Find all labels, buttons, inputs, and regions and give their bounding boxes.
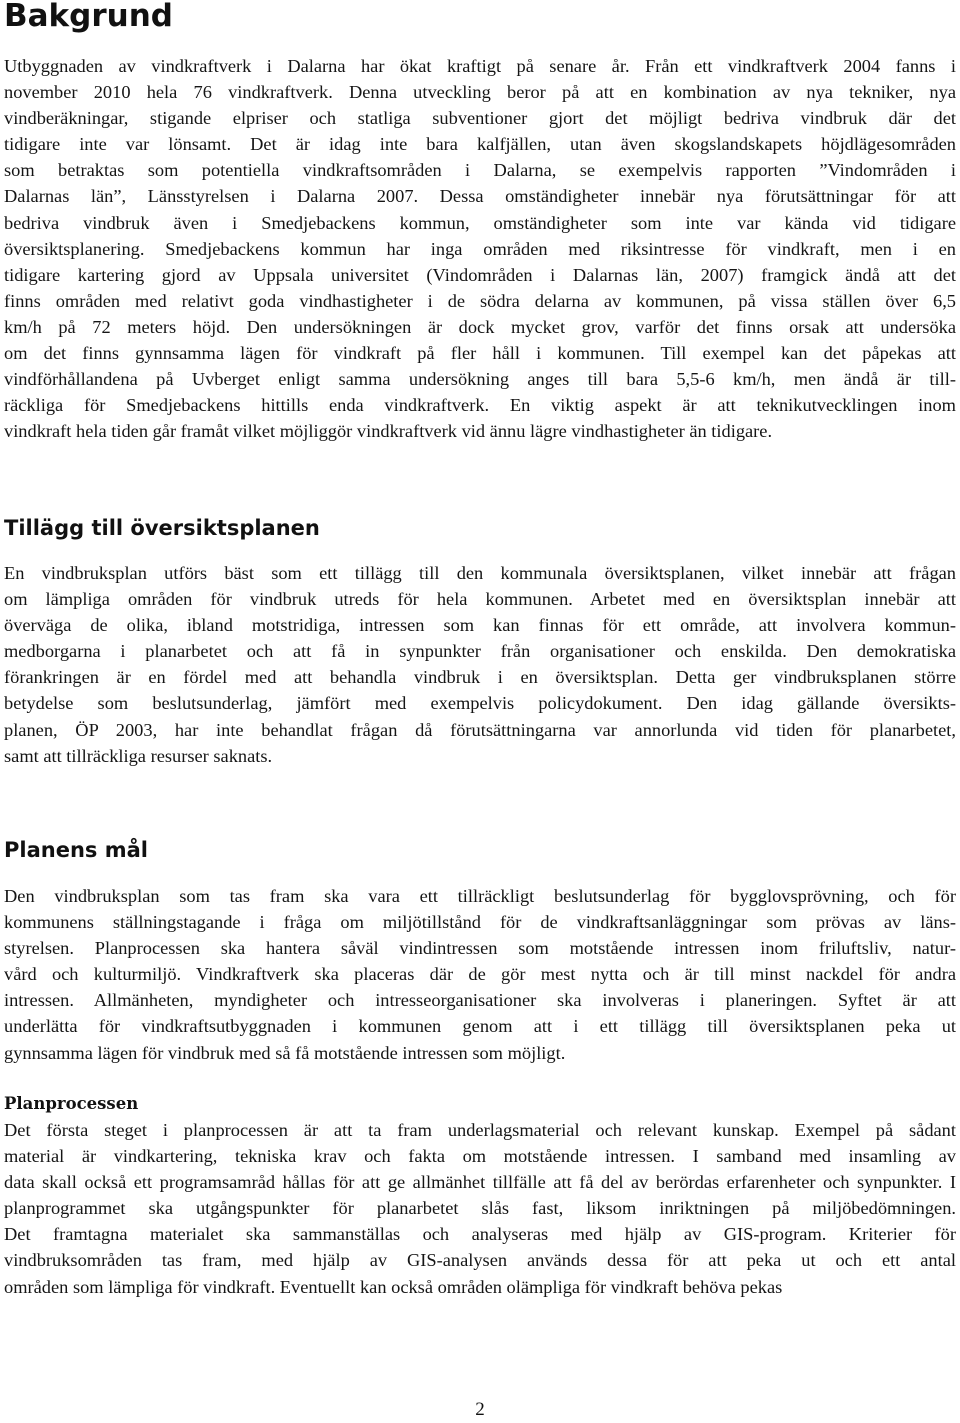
- text-line: gynnsamma lägen för vindbruk med så få motstående intressen som möjligt.: [4, 1042, 566, 1063]
- text-line: vindkraft hela tiden går framåt vilket möjliggör vindkraftverk vid ännu lägre vindhastigheter än tidigare.: [4, 421, 773, 442]
- text-line: En vindbruksplan utförs bäst som ett tillägg till den kommunala översiktsplanen, vilket innebär att frågan: [4, 563, 956, 583]
- text-line: underlätta för vindkraftsutbyggnaden i kommunen genom att i ett tillägg till översiktsplanen peka ut: [4, 1016, 956, 1037]
- text-line: Den vindbruksplan som tas fram ska vara ett tillräckligt beslutsunderlag för bygglovsprövning, och för: [4, 886, 956, 906]
- text-line: samt att tillräckliga resurser saknats.: [4, 745, 273, 766]
- text-line: räckliga för Smedjebackens hittills enda vindkraftverk. En viktig aspekt är att teknikutvecklingen inom: [4, 395, 956, 416]
- text-line: Dalarnas län”, Länsstyrelsen i Dalarna 2007. Dessa omständigheter innebär nya förutsättningar för att: [4, 186, 956, 207]
- text-line: vindbruksområden tas fram, med hjälp av GIS-analysen används dessa för att peka ut och ett antal: [4, 1250, 956, 1271]
- text-line: betydelse som beslutsunderlag, jämfört med exempelvis policydokument. Den idag gällande översikts-: [4, 693, 956, 714]
- text-line: material är vindkartering, tekniska krav och fakta om motstående intressen. I samband med insamling av: [4, 1146, 956, 1167]
- text-line: km/h på 72 meters höjd. Den undersökningen är dock mycket grov, varför det finns orsak att undersöka: [4, 316, 956, 337]
- text-line: områden som lämpliga för vindkraft. Eventuellt kan också områden olämpliga för vindkraft behöva pekas: [4, 1276, 783, 1297]
- text-line: kommunens ställningstagande i fråga om miljötillstånd för de vindkraftsanläggningar som prövas av läns-: [4, 912, 956, 933]
- text-line: finns områden med relativt goda vindhastigheter i de södra delarna av kommunen, på vissa ställen över 6,5: [4, 290, 956, 311]
- text-line: översiktsplanering. Smedjebackens kommun har inga områden med riksintresse för vindkraft, men i en: [4, 238, 956, 259]
- text-line: vård och kulturmiljö. Vindkraftverk ska placeras där de gör mest nytta och är till minst nackdel för andra: [4, 964, 956, 985]
- text-line: intressen. Allmänheten, myndigheter och intresseorganisationer ska involveras i planeringen. Syftet är att: [4, 990, 956, 1011]
- text-line: överväga de olika, ibland motstridiga, intressen som kan finnas för ett område, att involvera kommun-: [4, 615, 956, 636]
- text-line: förankringen är en fördel med att behandla vindbruk i en översiktsplan. Detta ger vindbruksplanen större: [4, 667, 956, 688]
- text-line: styrelsen. Planprocessen ska hantera såväl vindintressen som motstående intressen inom friluftsliv, natur-: [4, 938, 956, 959]
- text-line: vindberäkningar, stigande elpriser och statliga subventioner gjort det möjligt bedriva vindbruk där det: [4, 108, 956, 129]
- paragraph-tillagg: [4, 560, 956, 769]
- paragraph-planprocessen: [4, 1117, 956, 1300]
- heading-planens-mal: Planens mål: [4, 838, 148, 862]
- heading-planprocessen: Planprocessen: [4, 1094, 139, 1113]
- text-line: tidigare kartering gjord av Uppsala universitet (Vindområden i Dalarnas län, 2007) framgick ändå att det: [4, 264, 956, 285]
- heading-bakgrund: Bakgrund: [4, 0, 173, 34]
- text-line: om lämpliga områden för vindbruk utreds för hela kommunen. Arbetet med en översiktsplan innebär att: [4, 589, 956, 610]
- text-line: tidigare inte var lönsamt. Det är idag inte bara kalfjällen, utan även skogslandskapets höjdlägesområden: [4, 134, 956, 155]
- text-line: medborgarna i planarbetet och att få in synpunkter från organisationer och enskilda. Den demokratiska: [4, 641, 956, 662]
- text-line: vindförhållandena på Uvberget enligt samma undersökning anges till bara 5,5-6 km/h, men ändå är till-: [4, 369, 956, 390]
- text-line: planprogrammet ska utgångspunkter för planarbetet slås fast, liksom inriktningen på miljöbedömningen.: [4, 1198, 956, 1219]
- paragraph-bakgrund: [4, 53, 956, 444]
- paragraph-planens-mal: [4, 883, 956, 1066]
- text-line: om det finns gynnsamma lägen för vindkraft på fler håll i kommunen. Till exempel kan det påpekas att: [4, 343, 956, 364]
- text-line: Utbyggnaden av vindkraftverk i Dalarna har ökat kraftigt på senare år. Från ett vindkraftverk 2004 fanns i: [4, 56, 956, 76]
- text-line: som betraktas som potentiella vindkraftsområden i Dalarna, se exempelvis rapporten ”Vindområden i: [4, 160, 956, 181]
- heading-tillagg: Tillägg till översiktsplanen: [4, 516, 320, 540]
- text-line: data skall också ett programsamråd hållas för att ge allmänhet tillfälle att få del av berördas erfarenheter och synpunkter. I: [4, 1172, 956, 1193]
- text-line: november 2010 hela 76 vindkraftverk. Denna utveckling beror på att en kombination av nya tekniker, nya: [4, 82, 956, 103]
- text-line: planen, ÖP 2003, har inte behandlat frågan då förutsättningarna var annorlunda vid tiden för planarbetet,: [4, 719, 956, 740]
- text-line: Det första steget i planprocessen är att ta fram underlagsmaterial och relevant kunskap. Exempel på sådant: [4, 1120, 956, 1140]
- page-number: 2: [475, 1399, 485, 1420]
- text-line: bedriva vindbruk även i Smedjebackens kommun, omständigheter som inte var kända vid tidigare: [4, 212, 956, 233]
- text-line: Det framtagna materialet ska sammanställas och analyseras med hjälp av GIS-program. Kriterier för: [4, 1224, 956, 1245]
